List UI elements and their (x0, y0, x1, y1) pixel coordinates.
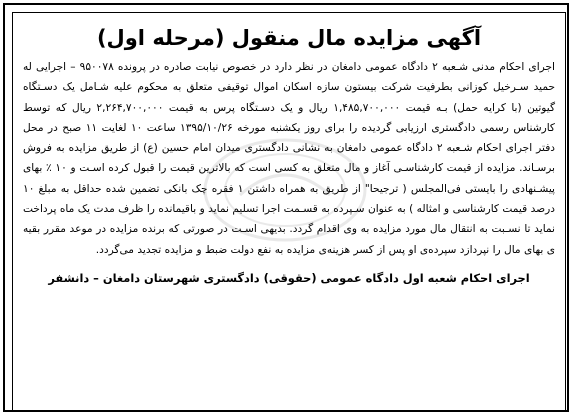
notice-inner-border (12, 12, 566, 411)
notice-footer-signature: اجرای احکام شعبه اول دادگاه عمومی (حقوقی) دادگستری شهرستان دامغان – دانشفر (48, 270, 530, 285)
notice-outer-border (3, 3, 569, 412)
notice-title: آگهی مزایده مال منقول (مرحله اول) (96, 26, 482, 50)
notice-body-text: اجرای احکام مدنی شـعبه ۲ دادگاه عمومی دامغان در نظر دارد در خصوص نیابت صادره در پرونده ۹۵۰۰۷۸ – اجرایی له حمید سـرخیل کوزانی بطرفیت شرکت بیستون سازه اسکان اموال توقیفی متعلق به محکوم علیه شـامل یک دسـتگاه گیوتین (با کرایه حمل) بـه قیمت ۱,۴۸۵,۷۰۰,۰۰۰ ریال و یک دسـتگاه پرس به قیمت ۲,۲۶۴,۷۰۰,۰۰۰ ریال که توسط کارشناس رسمی دادگستری ارزیابی گردیده را برای روز یکشنبه مورخه ۱۳۹۵/۱۰/۲۶ ساعت ۱۰ لغایت ۱۱ صبح در محل دفتر اجرای احکام شـعبه ۲ دادگاه عمومی دامغان به نشانی دادگستری میدان امام حسین (ع) از طریق مزایده به فروش برسـاند. مزایده از قیمت کارشناسـی آغاز و مال متعلق به کسی است که بالاترین قیمت را قبول کرده اسـت و ۱۰ ٪ بهای پیشـنهادی را بایستی فی‌المجلس ( ترجیحا" از طریق به همراه داشتن ۱ فقره چک بانکی تضمین شده حداقل به مبلغ ۱۰ درصد قیمت کارشناسی و امثاله ) به عنوان سـپرده به قسـمت اجرا تسلیم نماید و باقیمانده را ظرف مدت یک ماه پرداخت نماید تا نسـبت به انتقال مال مورد مزایده به وی اقدام گردد. بدیهی اسـت در صورتی که برنده مزایده در موعد مقرر بقیه ی بهای مال را نپردازد سپرده‌ی او پس از کسر هزینه‌ی مزایده به نفع دولت ضبط و مزایده تجدید می‌گردد. (23, 61, 556, 256)
